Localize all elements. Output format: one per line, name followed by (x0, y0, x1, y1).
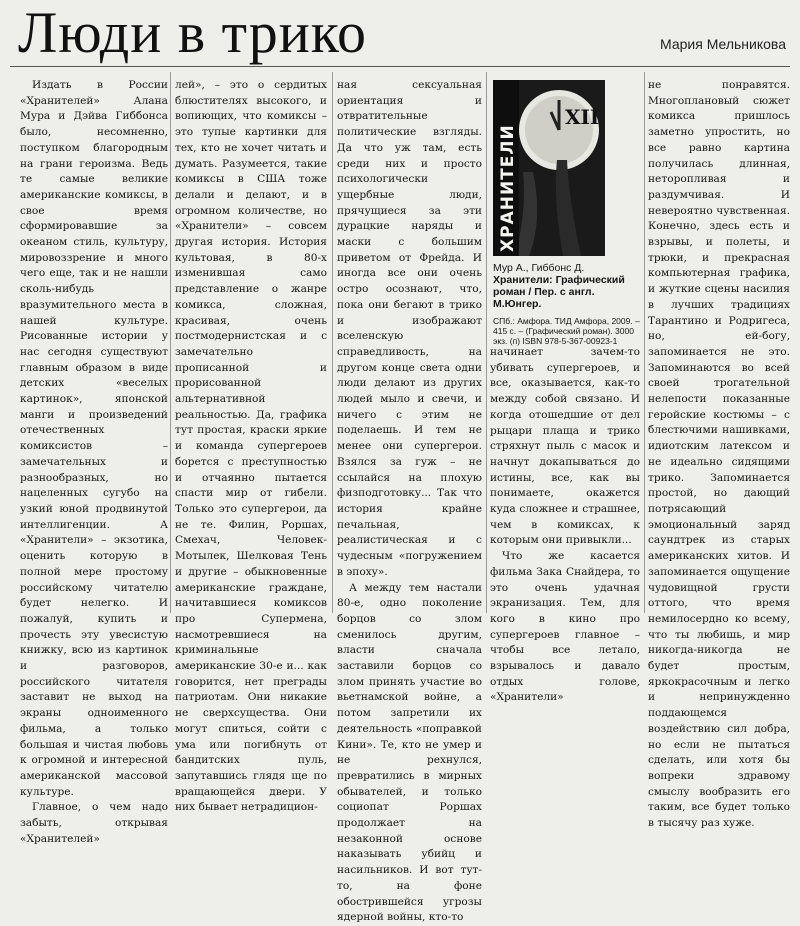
column-divider (332, 72, 333, 613)
column-divider (644, 72, 645, 613)
article-column-5 (648, 78, 790, 830)
cover-title: ХРАНИТЕЛИ (498, 124, 518, 252)
book-imprint: СПб.: Амфора. ТИД Амфора, 2009. – 415 с. – (Графический роман). 3000 экз. (п) ISBN 978-5-367-00923-1 (493, 316, 640, 346)
book-authors: Мур А., Гиббонс Д. (493, 262, 585, 274)
article-title: Люди в трико (18, 0, 367, 65)
paragraph: не понравятся. Многоплановый сюжет комикса пришлось заметно упростить, но все равно картина получилась длинная, неторопливая и раздумчивая. И невероятно чувственная. Конечно, здесь есть и взрывы, и полеты, и трюки, и прекрасная компьютерная графика, и жуткие сцены насилия в лучших традициях Тарантино и Родригеса, но, ей-богу, запоминается не это. Запоминаются во всей своей трогательной нелепости показанные геройские костюмы – с блестючими нашивками, идиотским латексом и не идеально сидящими трико. Запоминается простой, но дающий потрясающий эмоциональный заряд саундтрек из старых американских хитов. И запоминается ощущение чудовищной грусти оттого, что время немилосердно ко всему, что ты любишь, и мир никогда-никогда не будет простым, яркокрасочным и легко и непринужденно поддающемся воздействию сил добра, но если не пытаться сделать, или хотя бы вопреки здравому смыслу вообразить его таким, все будет только в тысячу раз хуже. (648, 79, 790, 830)
paragraph: начинает зачем-то убивать супергероев, и все, оказывается, как-то между собой связано. И когда отошедшие от дел рыцари плаща и трико стряхнут пыль с масок и начнут докапываться до истины, все, как вы понимаете, окажется куда сложнее и страшнее, чем в комиксах, к которым они привыкли... (490, 346, 640, 547)
article-column-1 (20, 78, 168, 845)
article-column-3 (337, 78, 482, 924)
book-info (493, 262, 643, 346)
article-column-4 (490, 345, 640, 704)
header-rule (10, 66, 790, 67)
paragraph: Главное, о чем надо забыть, открывая «Хранителей» (20, 801, 168, 845)
paragraph: А между тем настали 80-е, одно поколение борцов со злом сменилось другим, власти сначала заставили борцов со злом принять участие во вьетнамской войне, а потом запретили их деятельность «поправкой Кини». Те, кто не умер и не рехнулся, превратились в мирных обывателей, и только социопат Роршах продолжает на незаконной основе наказывать убийц и насильников. И вот тут-то, на фоне обострившейся угрозы ядерной войны, кто-то (337, 581, 482, 924)
paragraph: ная сексуальная ориентация и отвратительные политические взгляды. Да что уж там, есть среди них и просто психологически ущербные люди, прячущиеся за эти дурацкие наряды и маски с большим приветом от Фрейда. И иногда все они очень остро осознают, что, пока они бегают в трико и изображают вселенскую справедливость, на другом конце света одни люди делают из других людей мыло и свечи, и ничего с этим не поделаешь. И тем не менее они супергерои. Взялся за гуж – не ссылайся на плохую физподготовку... Так что история крайне печальная, реалистическая и с чудесным «погружением в эпоху». (337, 79, 482, 578)
article-author: Мария Мельникова (660, 36, 786, 52)
book-title: Хранители: Графический роман / Пер. с англ. М.Юнгер. (493, 274, 625, 310)
article-column-2 (175, 78, 327, 814)
book-cover-image (493, 80, 605, 256)
column-divider (170, 72, 171, 613)
paragraph: лей», – это о сердитых блюстителях высокого, и вопиющих, что комиксы – это тупые картинки для тех, кто не хочет читать и думать. Разумеется, такие комиксы в США тоже делали и делают, и в огромном количестве, но «Хранители» – совсем другая история. История культовая, в 80-х изменившая само представление о жанре комикса, сложная, красивая, очень постмодернистская и с замечательно прописанной и прорисованной альтернативной реальностью. Да, графика тут простая, краски яркие и команда супергероев борется с преступностью и отчаянно пытается спасти мир от гибели. Только это супергерои, да не те. Филин, Роршах, Смехач, Человек-Мотылек, Шелковая Тень и другие – обыкновенные американские граждане, начитавшиеся комиксов про Супермена, насмотревшиеся на криминальные американские 30-е и... как говорится, нет преграды патриотам. Они никакие не сверхсущества. Они могут спиться, сойти с ума или погибнуть от бандитских пуль, запутавшись глядя ще по вращающейся двери. У них бывает нетрадицион- (175, 79, 327, 814)
cover-clock-numeral: XII (565, 105, 600, 129)
paragraph: Что же касается фильма Зака Снайдера, то это очень удачная экранизация. Тем, для кого в кино про супергероев главное – чтобы все летало, взрывалось и давало отдых голове, «Хранители» (490, 550, 640, 704)
column-divider (486, 72, 487, 613)
paragraph: Издать в России «Хранителей» Алана Мура и Дэйва Гиббонса было, несомненно, поступком благородным на грани героизма. Ведь те самые великие американские комиксы, в свое время сформировавшие за океаном стиль, культуру, мировоззрение и много чего еще, так и не нашли сколь-нибудь вразумительного места в нашей культуре. Рисованные истории у нас сегодня существуют главным образом в виде детских «веселых картинок», японской манги и произведений отечественных комиксистов – замечательных и разнообразных, но нацеленных сугубо на узкий юной продвинутой интеллигенции. А «Хранители» – экзотика, оценить которую в полной мере простому российскому читателю будет нелегко. И пожалуй, купить и прочесть эту увесистую книжку, всю из картинок и разговоров, российского читателя заставит не выход на экраны одноименного фильма, а только большая и чистая любовь к огромной и интересной американской массовой культуре. (20, 79, 168, 798)
